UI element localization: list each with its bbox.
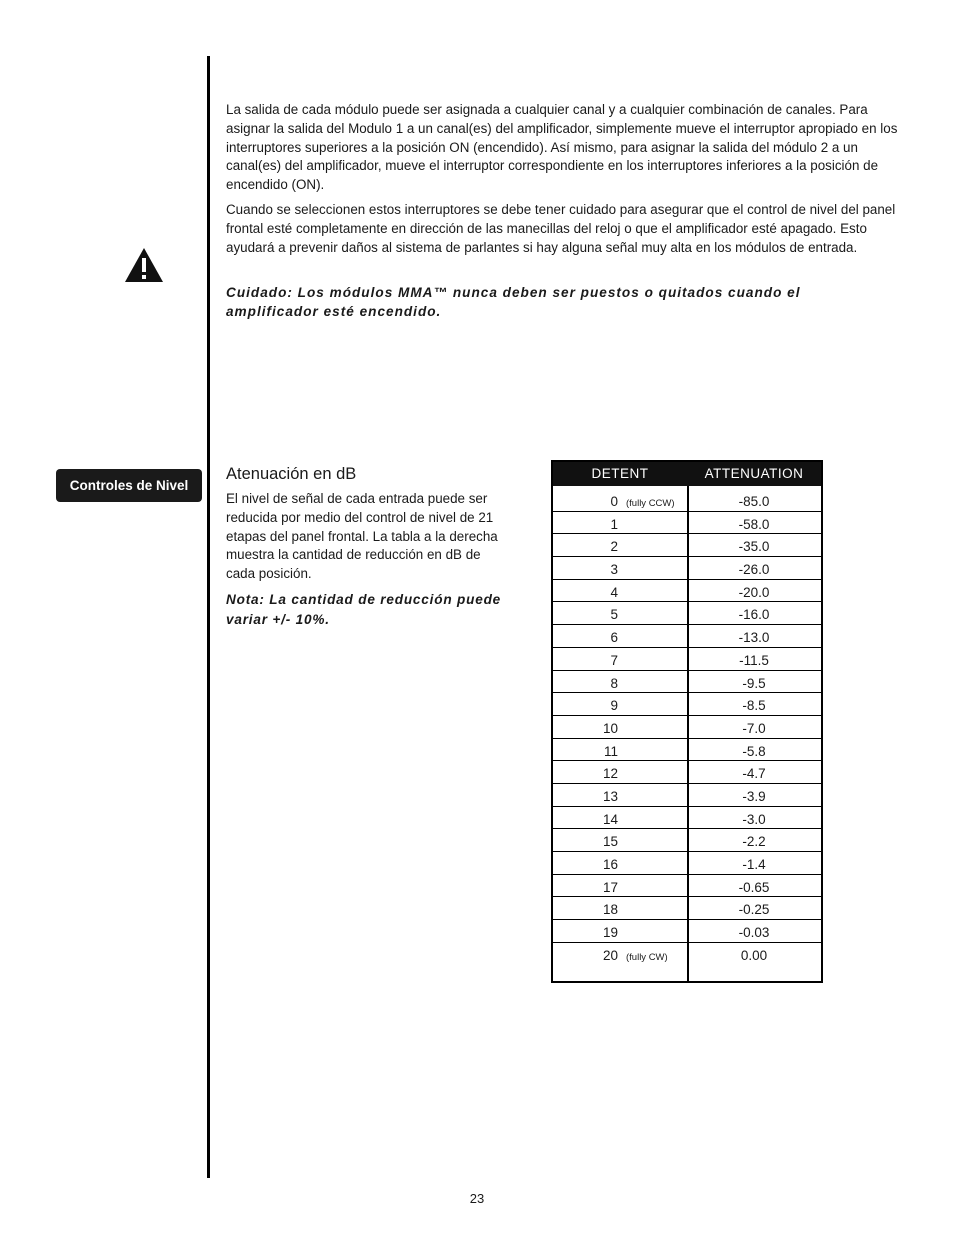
detent-value: 3 bbox=[610, 562, 618, 578]
detent-value: 16 bbox=[602, 857, 618, 872]
detent-value: 1 bbox=[610, 516, 618, 532]
attenuation-cell: -0.65 bbox=[738, 879, 770, 895]
detent-value: 6 bbox=[610, 630, 618, 646]
attenuation-cell: -58.0 bbox=[738, 516, 770, 532]
table-row bbox=[553, 784, 821, 807]
detent-value: 14 bbox=[602, 811, 618, 827]
attenuation-cell: -2.2 bbox=[742, 834, 766, 850]
detent-cell bbox=[553, 761, 687, 783]
detent-cell bbox=[553, 534, 687, 556]
attenuation-cell: -11.5 bbox=[739, 652, 769, 668]
table-header bbox=[553, 462, 821, 486]
attenuation-cell: -35.0 bbox=[738, 539, 770, 555]
margin-rule bbox=[207, 56, 210, 1178]
section-body: El nivel de señal de cada entrada puede ser reducida por medio del control de nivel de 21 etapas del panel frontal. La tabla a la derecha muestra la cantidad de reducción en dB de cada posición. bbox=[226, 491, 498, 582]
detent-cell bbox=[553, 829, 687, 851]
table-row bbox=[553, 671, 821, 694]
detent-value: 11 bbox=[603, 743, 618, 759]
attenuation-cell: -4.7 bbox=[742, 766, 766, 782]
table-row bbox=[553, 739, 821, 762]
attenuation-cell: -8.5 bbox=[742, 698, 766, 714]
detent-cell bbox=[553, 807, 687, 829]
intro-paragraph-1: La salida de cada módulo puede ser asignada a cualquier canal y a cualquier combinación de canales. Para asignar la salida del Modulo 1 a un canal(es) del amplificador, simplemente mueve el interruptor apropiado en los interruptores superiores a la posición ON (encendido). Así mismo, para asignar la salida del módulo 2 a un canal(es) del amplificador, mueve el interruptor correspondiente en los interruptores inferiores a la posición de encendido (ON). bbox=[226, 102, 898, 193]
table-row bbox=[553, 693, 821, 716]
table-row bbox=[553, 897, 821, 920]
detent-value: 4 bbox=[610, 584, 618, 600]
detent-cell bbox=[553, 852, 687, 874]
table-row bbox=[553, 829, 821, 852]
table-row bbox=[553, 761, 821, 784]
table-row bbox=[553, 557, 821, 580]
detent-note: (fully CCW) bbox=[626, 498, 675, 509]
header-detent: DETENT bbox=[591, 466, 649, 481]
attenuation-cell: -85.0 bbox=[738, 494, 770, 509]
detent-value: 5 bbox=[610, 607, 618, 623]
section-note: Nota: La cantidad de reducción puede variar +/- 10%. bbox=[226, 592, 502, 627]
attenuation-table bbox=[551, 460, 823, 983]
table-row bbox=[553, 920, 821, 943]
attenuation-cell: -20.0 bbox=[738, 584, 770, 600]
detent-cell bbox=[553, 897, 687, 919]
detent-note: (fully CW) bbox=[626, 951, 668, 963]
detent-value: 8 bbox=[610, 675, 618, 691]
detent-cell bbox=[553, 671, 687, 693]
attenuation-cell: -7.0 bbox=[742, 720, 766, 736]
table-row bbox=[553, 625, 821, 648]
intro-paragraph-2: Cuando se seleccionen estos interruptores se debe tener cuidado para asegurar que el control de nivel del panel frontal esté completamente en dirección de las manecillas del reloj o que el amplificador esté apagado. Esto ayudará a prevenir daños al sistema de parlantes si hay alguna señal muy alta en los módulos de entrada. bbox=[226, 202, 896, 255]
table-row bbox=[553, 875, 821, 898]
attenuation-cell: -1.4 bbox=[742, 857, 766, 872]
detent-cell bbox=[553, 557, 687, 579]
detent-value: 10 bbox=[602, 720, 618, 736]
detent-cell bbox=[553, 693, 687, 715]
detent-cell bbox=[553, 648, 687, 670]
section-tab: Controles de Nivel bbox=[56, 469, 202, 502]
detent-cell bbox=[553, 943, 687, 973]
table-row bbox=[553, 807, 821, 830]
detent-cell bbox=[553, 602, 687, 624]
detent-value: 9 bbox=[610, 698, 618, 714]
detent-cell bbox=[553, 716, 687, 738]
detent-value: 18 bbox=[602, 902, 618, 918]
detent-value: 15 bbox=[602, 834, 618, 850]
detent-cell bbox=[553, 739, 687, 761]
detent-cell bbox=[553, 784, 687, 806]
detent-cell bbox=[553, 920, 687, 942]
table-row bbox=[553, 852, 821, 875]
caution-notice: Cuidado: Los módulos MMA™ nunca deben ser puestos o quitados cuando el amplificador esté encendido. bbox=[226, 285, 801, 319]
table-row bbox=[553, 716, 821, 739]
section-heading: Atenuación en dB bbox=[226, 465, 357, 483]
table-row bbox=[553, 943, 821, 973]
attenuation-cell: -26.0 bbox=[738, 562, 770, 578]
attenuation-cell: -16.0 bbox=[738, 607, 770, 623]
attenuation-cell: -0.03 bbox=[738, 925, 770, 941]
header-attenuation: ATTENUATION bbox=[704, 466, 804, 481]
detent-value: 13 bbox=[602, 788, 618, 804]
table-row bbox=[553, 648, 821, 671]
table-row bbox=[553, 580, 821, 603]
detent-value: 0 bbox=[610, 494, 618, 509]
detent-value: 2 bbox=[610, 539, 618, 555]
attenuation-cell: 0.00 bbox=[740, 947, 768, 963]
detent-value: 12 bbox=[602, 766, 618, 782]
table-row bbox=[553, 489, 821, 512]
attenuation-cell: -5.8 bbox=[742, 743, 766, 759]
detent-value: 7 bbox=[610, 652, 618, 668]
detent-cell bbox=[553, 489, 687, 511]
detent-value: 19 bbox=[602, 925, 618, 941]
detent-value: 20 bbox=[602, 947, 618, 963]
attenuation-cell: -0.25 bbox=[738, 902, 770, 918]
table-row bbox=[553, 512, 821, 535]
attenuation-cell: -3.0 bbox=[742, 811, 766, 827]
detent-cell bbox=[553, 580, 687, 602]
table-row bbox=[553, 602, 821, 625]
attenuation-cell: -9.5 bbox=[742, 675, 766, 691]
table-body bbox=[553, 486, 821, 973]
attenuation-cell: -13.0 bbox=[738, 630, 770, 646]
table-row bbox=[553, 534, 821, 557]
attenuation-cell: -3.9 bbox=[742, 788, 766, 804]
detent-cell bbox=[553, 512, 687, 534]
detent-cell bbox=[553, 875, 687, 897]
page-number: 23 bbox=[469, 1191, 485, 1206]
detent-cell bbox=[553, 625, 687, 647]
detent-value: 17 bbox=[602, 879, 618, 895]
warning-triangle-icon bbox=[124, 247, 164, 283]
